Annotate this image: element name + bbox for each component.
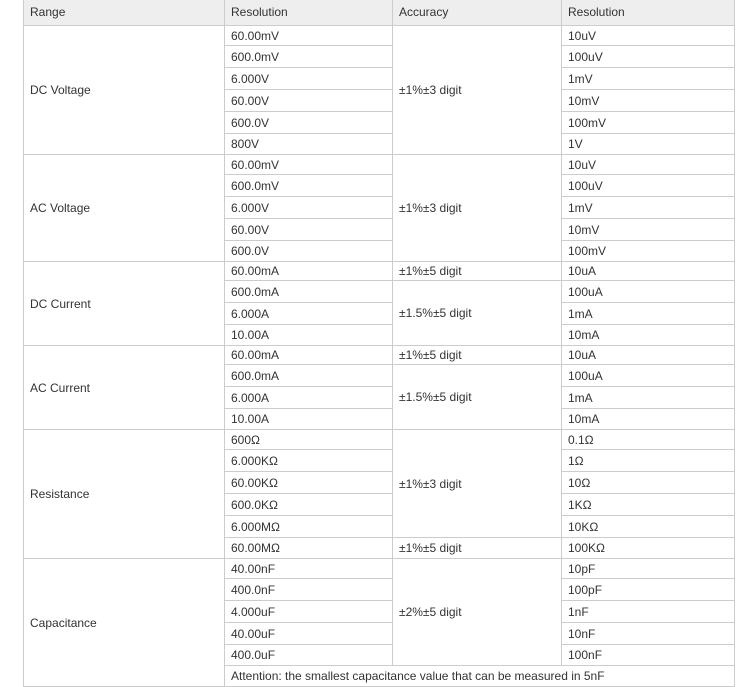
value-cell: 6.000MΩ — [225, 516, 393, 538]
resolution-cell: 100mV — [562, 112, 735, 134]
accuracy-cell: ±1.5%±5 digit — [393, 365, 562, 430]
resolution-cell: 10uA — [562, 346, 735, 365]
value-cell: 600.0V — [225, 241, 393, 262]
resolution-cell: 1mV — [562, 68, 735, 90]
resolution-cell: 100KΩ — [562, 538, 735, 559]
resolution-cell: 1mV — [562, 197, 735, 219]
value-cell: 60.00KΩ — [225, 472, 393, 494]
range-cell: Capacitance — [24, 559, 225, 687]
value-cell: 400.0uF — [225, 645, 393, 666]
resolution-cell: 10mV — [562, 90, 735, 112]
value-cell: 600.0mV — [225, 46, 393, 68]
value-cell: 400.0nF — [225, 579, 393, 601]
accuracy-cell: ±1.5%±5 digit — [393, 281, 562, 346]
value-cell: 600.0mV — [225, 175, 393, 197]
resolution-cell: 10KΩ — [562, 516, 735, 538]
value-cell: 6.000V — [225, 68, 393, 90]
table-row — [24, 346, 735, 365]
resolution-cell: 0.1Ω — [562, 430, 735, 450]
value-cell: 60.00mV — [225, 26, 393, 46]
value-cell: 10.00A — [225, 409, 393, 430]
resolution-cell: 1nF — [562, 601, 735, 623]
resolution-cell: 10pF — [562, 559, 735, 579]
value-cell: 600.0V — [225, 112, 393, 134]
value-cell: 6.000V — [225, 197, 393, 219]
resolution-cell: 1Ω — [562, 450, 735, 472]
table-row — [24, 559, 735, 579]
value-cell: 40.00nF — [225, 559, 393, 579]
resolution-cell: 10uV — [562, 26, 735, 46]
value-cell: 60.00V — [225, 90, 393, 112]
accuracy-cell: ±1%±5 digit — [393, 346, 562, 365]
range-cell: AC Voltage — [24, 155, 225, 262]
resolution-cell: 10uV — [562, 155, 735, 175]
resolution-cell: 1KΩ — [562, 494, 735, 516]
resolution-cell: 100uV — [562, 175, 735, 197]
resolution-cell: 1mA — [562, 387, 735, 409]
header-range: Range — [24, 0, 225, 26]
accuracy-cell: ±1%±3 digit — [393, 26, 562, 155]
value-cell: 40.00uF — [225, 623, 393, 645]
accuracy-cell: ±1%±3 digit — [393, 155, 562, 262]
table-row — [24, 430, 735, 450]
accuracy-cell: ±2%±5 digit — [393, 559, 562, 666]
resolution-cell: 10mA — [562, 325, 735, 346]
value-cell: 6.000A — [225, 387, 393, 409]
resolution-cell: 10Ω — [562, 472, 735, 494]
resolution-cell: 10nF — [562, 623, 735, 645]
range-cell: AC Current — [24, 346, 225, 430]
header-accuracy: Accuracy — [393, 0, 562, 26]
table-row — [24, 26, 735, 46]
resolution-cell: 10uA — [562, 262, 735, 281]
value-cell: 60.00MΩ — [225, 538, 393, 559]
table-row — [24, 262, 735, 281]
value-cell: 60.00mA — [225, 262, 393, 281]
value-cell: 800V — [225, 134, 393, 155]
resolution-cell: 10mV — [562, 219, 735, 241]
header-resolution: Resolution — [225, 0, 393, 26]
value-cell: 60.00V — [225, 219, 393, 241]
capacitance-note: Attention: the smallest capacitance value that can be measured in 5nF — [225, 666, 735, 687]
resolution-cell: 100uA — [562, 365, 735, 387]
header-resolution-step: Resolution — [562, 0, 735, 26]
value-cell: 600Ω — [225, 430, 393, 450]
value-cell: 60.00mV — [225, 155, 393, 175]
value-cell: 60.00mA — [225, 346, 393, 365]
resolution-cell: 10mA — [562, 409, 735, 430]
table-row — [24, 155, 735, 175]
range-cell: Resistance — [24, 430, 225, 559]
table-body — [24, 26, 735, 687]
value-cell: 10.00A — [225, 325, 393, 346]
accuracy-cell: ±1%±5 digit — [393, 262, 562, 281]
range-cell: DC Current — [24, 262, 225, 346]
range-cell: DC Voltage — [24, 26, 225, 155]
accuracy-cell: ±1%±3 digit — [393, 430, 562, 538]
value-cell: 6.000A — [225, 303, 393, 325]
value-cell: 600.0mA — [225, 281, 393, 303]
value-cell: 4.000uF — [225, 601, 393, 623]
specification-table — [23, 0, 735, 687]
resolution-cell: 1V — [562, 134, 735, 155]
table-header-row — [24, 0, 735, 26]
resolution-cell: 1mA — [562, 303, 735, 325]
resolution-cell: 100uV — [562, 46, 735, 68]
accuracy-cell: ±1%±5 digit — [393, 538, 562, 559]
resolution-cell: 100uA — [562, 281, 735, 303]
value-cell: 600.0KΩ — [225, 494, 393, 516]
value-cell: 6.000KΩ — [225, 450, 393, 472]
value-cell: 600.0mA — [225, 365, 393, 387]
resolution-cell: 100pF — [562, 579, 735, 601]
resolution-cell: 100nF — [562, 645, 735, 666]
resolution-cell: 100mV — [562, 241, 735, 262]
